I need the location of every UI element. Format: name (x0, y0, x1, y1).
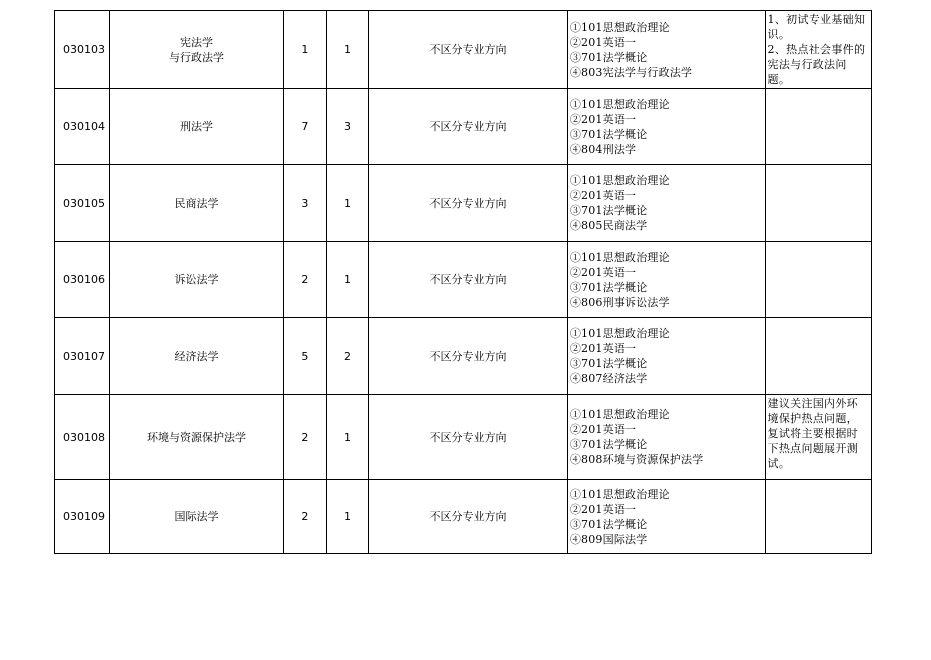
exam-subject: ③701法学概论 (569, 280, 648, 294)
major-code: 030107 (55, 318, 110, 395)
enrollment-count: 5 (283, 318, 326, 395)
research-direction: 不区分专业方向 (369, 165, 568, 242)
enrollment-count-secondary: 2 (326, 318, 368, 395)
exam-subject: ①101思想政治理论 (569, 174, 670, 187)
research-direction: 不区分专业方向 (369, 318, 568, 395)
exam-subject: ②201英语一 (569, 502, 637, 516)
exam-subject: ③701法学概论 (569, 127, 648, 141)
exam-subjects (567, 480, 765, 554)
research-direction: 不区分专业方向 (369, 89, 568, 165)
exam-subjects (567, 242, 765, 318)
exam-subject: ①101思想政治理论 (569, 20, 670, 34)
table-row (55, 318, 872, 395)
major-name: 宪法学 与行政法学 (110, 11, 284, 89)
major-name: 经济法学 (110, 318, 284, 395)
major-code: 030104 (55, 89, 110, 165)
exam-subject: ①101思想政治理论 (569, 487, 670, 501)
exam-subjects (567, 89, 765, 165)
exam-subjects (567, 395, 765, 480)
enrollment-count-secondary: 1 (326, 11, 368, 89)
exam-subject: ③701法学概论 (569, 438, 648, 451)
major-code: 030109 (55, 480, 110, 554)
major-name: 环境与资源保护法学 (110, 395, 284, 480)
remarks: 1、初试专业基础知识。 2、热点社会事件的宪法与行政法问题。 (765, 11, 871, 89)
exam-subjects (567, 165, 765, 242)
remarks (765, 480, 871, 554)
enrollment-count: 1 (283, 11, 326, 89)
major-name: 国际法学 (110, 480, 284, 554)
exam-subject: ①101思想政治理论 (569, 408, 670, 421)
admissions-table (54, 10, 872, 554)
table-row (55, 89, 872, 165)
exam-subject: ①101思想政治理论 (569, 250, 670, 264)
major-name: 刑法学 (110, 89, 284, 165)
exam-subject: ④807经济法学 (569, 372, 648, 385)
exam-subject: ②201英语一 (569, 423, 637, 436)
exam-subject: ②201英语一 (569, 189, 637, 202)
research-direction: 不区分专业方向 (369, 395, 568, 480)
table-row (55, 11, 872, 89)
research-direction: 不区分专业方向 (369, 11, 568, 89)
exam-subject: ③701法学概论 (569, 204, 648, 217)
enrollment-count-secondary: 3 (326, 89, 368, 165)
table-row (55, 395, 872, 480)
exam-subject: ①101思想政治理论 (569, 327, 670, 340)
exam-subject: ④803宪法学与行政法学 (569, 65, 693, 79)
enrollment-count: 7 (283, 89, 326, 165)
major-name: 民商法学 (110, 165, 284, 242)
exam-subject: ④806刑事诉讼法学 (569, 295, 670, 309)
exam-subject: ④805民商法学 (569, 219, 648, 232)
exam-subjects (567, 318, 765, 395)
enrollment-count-secondary: 1 (326, 395, 368, 480)
exam-subject: ②201英语一 (569, 112, 637, 126)
remarks (765, 242, 871, 318)
major-name: 诉讼法学 (110, 242, 284, 318)
enrollment-count: 2 (283, 395, 326, 480)
exam-subject: ④804刑法学 (569, 142, 637, 156)
exam-subject: ②201英语一 (569, 342, 637, 355)
table-row (55, 165, 872, 242)
exam-subject: ④808环境与资源保护法学 (569, 453, 704, 466)
exam-subject: ②201英语一 (569, 265, 637, 279)
exam-subjects (567, 11, 765, 89)
exam-subject: ③701法学概论 (569, 357, 648, 370)
exam-subject: ④809国际法学 (569, 532, 648, 546)
major-code: 030108 (55, 395, 110, 480)
enrollment-count-secondary: 1 (326, 165, 368, 242)
remarks (765, 318, 871, 395)
enrollment-count-secondary: 1 (326, 242, 368, 318)
exam-subject: ③701法学概论 (569, 50, 648, 64)
research-direction: 不区分专业方向 (369, 480, 568, 554)
major-code: 030103 (55, 11, 110, 89)
major-code: 030105 (55, 165, 110, 242)
enrollment-count-secondary: 1 (326, 480, 368, 554)
remarks: 建议关注国内外环境保护热点问题，复试将主要根据时下热点问题展开测试。 (765, 395, 871, 480)
enrollment-count: 2 (283, 242, 326, 318)
exam-subject: ①101思想政治理论 (569, 97, 670, 111)
table-row (55, 242, 872, 318)
table-row (55, 480, 872, 554)
remarks (765, 165, 871, 242)
exam-subject: ③701法学概论 (569, 517, 648, 531)
exam-subject: ②201英语一 (569, 35, 637, 49)
enrollment-count: 2 (283, 480, 326, 554)
research-direction: 不区分专业方向 (369, 242, 568, 318)
enrollment-count: 3 (283, 165, 326, 242)
major-code: 030106 (55, 242, 110, 318)
remarks (765, 89, 871, 165)
